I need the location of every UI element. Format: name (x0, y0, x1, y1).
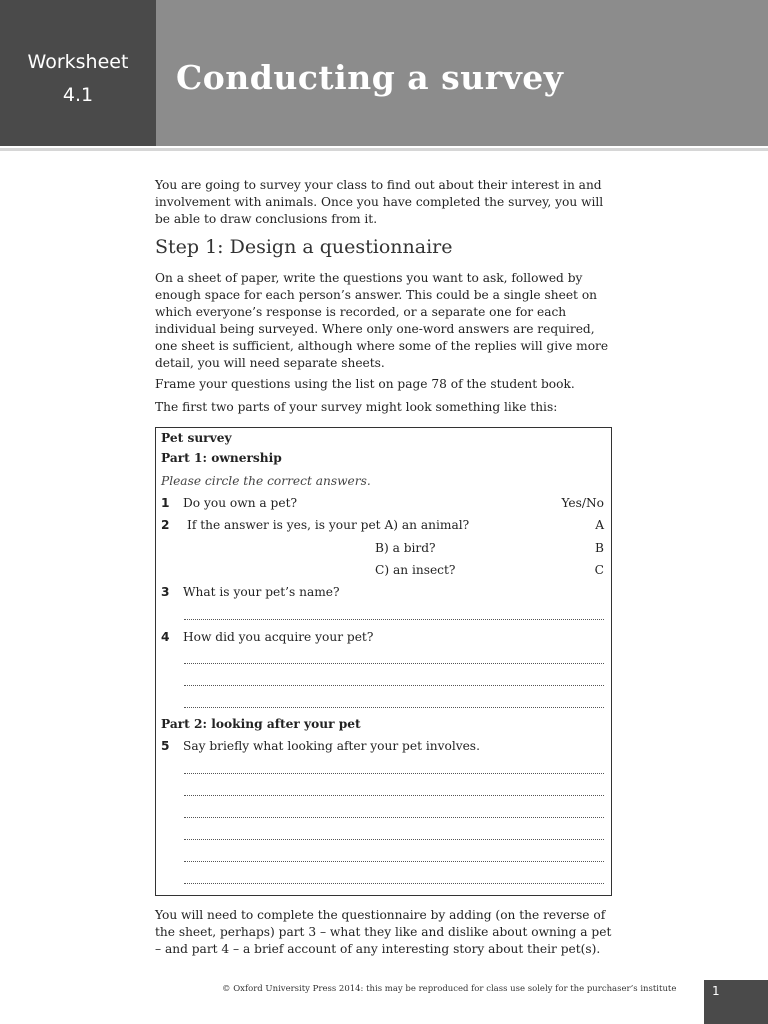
answer-line[interactable] (184, 816, 604, 818)
q3-text: What is your pet’s name? (183, 585, 340, 599)
intro-paragraph: You are going to survey your class to find out about their interest in and involvement with animals. Once you have completed the survey, you will be able to draw conclusions from it. (155, 178, 604, 226)
step1-paragraph-1: On a sheet of paper, write the questions you want to ask, followed by enough space for each person’s answer. This could be a single sheet on which everyone’s response is recorded, or a separate one for each individual being surveyed. Where only one-word answers are required, one sheet is sufficient, although where some of the replies will give more detail, you will need separate sheets. (155, 271, 609, 370)
survey-box (155, 427, 612, 896)
worksheet-badge (0, 0, 156, 146)
answer-line[interactable] (184, 684, 604, 686)
part1-heading: Part 1: ownership (161, 451, 282, 465)
q2-option-c: C) an insect? (375, 563, 456, 577)
q2-answer-b: B (595, 541, 604, 555)
header-divider (0, 148, 768, 151)
q4-text: How did you acquire your pet? (183, 630, 374, 644)
q2-option-b: B) a bird? (375, 541, 436, 555)
answer-line[interactable] (184, 838, 604, 840)
survey-title: Pet survey (161, 431, 232, 445)
answer-line[interactable] (184, 860, 604, 862)
q2-answer-a: A (595, 518, 604, 532)
q5-text: Say briefly what looking after your pet involves. (183, 739, 480, 753)
copyright-notice: © Oxford University Press 2014: this may be reproduced for class use solely for the purchaser’s institute (222, 984, 677, 994)
step1-paragraph-2: Frame your questions using the list on page 78 of the student book. (155, 377, 575, 391)
page-title: Conducting a survey (176, 58, 564, 97)
q4-number: 4 (161, 630, 170, 644)
step1-paragraph-3: The first two parts of your survey might look something like this: (155, 400, 558, 414)
q3-number: 3 (161, 585, 170, 599)
answer-line[interactable] (184, 706, 604, 708)
answer-line[interactable] (184, 794, 604, 796)
q2-number: 2 (161, 518, 170, 532)
step1-heading: Step 1: Design a questionnaire (155, 236, 453, 258)
part2-heading: Part 2: looking after your pet (161, 717, 361, 731)
q2-answer-c: C (594, 563, 604, 577)
page-number-box (704, 980, 768, 1024)
q1-text: Do you own a pet? (183, 496, 298, 510)
q2-text: If the answer is yes, is your pet A) an animal? (187, 518, 470, 532)
q1-answer: Yes/No (561, 496, 604, 510)
q5-number: 5 (161, 739, 170, 753)
worksheet-number: 4.1 (62, 84, 94, 106)
closing-paragraph: You will need to complete the questionnaire by adding (on the reverse of the sheet, perhaps) part 3 – what they like and dislike about owning a pet – and part 4 – a brief account of any interesting story about their pet(s). (155, 908, 612, 956)
worksheet-label: Worksheet (27, 51, 129, 73)
answer-line[interactable] (184, 772, 604, 774)
answer-line[interactable] (184, 882, 604, 884)
answer-line[interactable] (184, 662, 604, 664)
answer-line[interactable] (184, 618, 604, 620)
survey-instruction: Please circle the correct answers. (161, 474, 371, 488)
q1-number: 1 (161, 496, 170, 510)
page-number: 1 (712, 984, 720, 998)
